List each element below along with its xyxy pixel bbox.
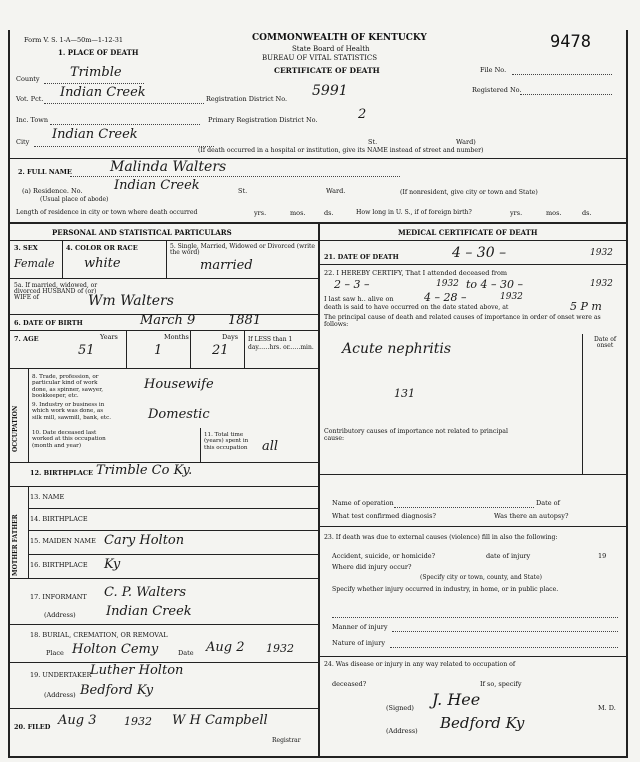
registered-label: Registered No. (472, 86, 522, 94)
place-heading: 1. PLACE OF DEATH (58, 48, 139, 57)
attended-to-year: 1932 (590, 279, 613, 289)
age-months-head: Months (164, 333, 189, 341)
age-years-head: Years (100, 333, 118, 341)
city-ward-label: Ward) (456, 138, 476, 146)
right-border (626, 30, 628, 758)
length-ds: ds. (324, 209, 334, 217)
burial-label: 18. BURIAL, CREMATION, OR REMOVAL (30, 631, 168, 639)
left-rule-k (8, 578, 319, 579)
date-of-death-year: 1932 (590, 248, 613, 258)
color-divider (166, 240, 167, 278)
birthplace-value: Trimble Co Ky. (96, 463, 193, 478)
inc-town-line (50, 124, 200, 125)
filed-year-value: 1932 (124, 715, 152, 728)
physician-address: Bedford Ky (440, 714, 525, 732)
total-time-value: all (262, 439, 279, 454)
occupation-side-label: OCCUPATION (12, 405, 19, 452)
residence-st-label: St. (238, 187, 248, 195)
cause-code: 131 (394, 387, 415, 400)
vot-line (44, 103, 204, 104)
last-worked-label: 10. Date deceased last worked at this occupation (month and year) (32, 430, 106, 449)
sex-value: Female (14, 257, 55, 270)
how-long-label: How long in U. S., if of foreign birth? (356, 209, 472, 216)
address-label: (Address) (386, 727, 418, 735)
date-of-death-value: 4 – 30 – (452, 245, 507, 261)
file-no-label: File No. (480, 66, 507, 74)
birthplace-label: 12. BIRTHPLACE (30, 469, 94, 477)
operation-date-label: Date of (536, 499, 560, 507)
nature-line (390, 647, 618, 648)
nonresident-note: (If nonresident, give city or town and State) (400, 189, 538, 196)
causes-text: The principal cause of death and related causes of importance in order of onset were as follows: (324, 314, 601, 329)
total-time-label: 11. Total time (years) spent in this occupation (204, 432, 249, 451)
length-mos: mos. (290, 209, 306, 217)
total-time-divider (200, 428, 201, 462)
death-time-value: 5 P m (570, 300, 602, 313)
file-no-line (512, 74, 612, 75)
industry-value: Domestic (148, 407, 210, 422)
medical-section-title: MEDICAL CERTIFICATE OF DEATH (398, 228, 538, 237)
left-rule-a (8, 240, 319, 241)
age-div-3 (244, 330, 245, 368)
burial-date-value: Aug 2 (206, 640, 245, 655)
left-rule-d (8, 330, 319, 331)
filed-label: 20. FILED (14, 723, 51, 731)
attended-from-year: 1932 (436, 279, 459, 289)
deceased-label: deceased? (332, 680, 367, 688)
signed-label: (Signed) (386, 704, 414, 712)
length-yrs: yrs. (254, 209, 267, 217)
left-rule-g (8, 486, 319, 487)
vot-pct-label: Vot. Pct. (16, 95, 44, 103)
informant-value: C. P. Walters (104, 585, 187, 600)
last-saw-year: 1932 (500, 292, 523, 302)
operation-label: Name of operation (332, 499, 394, 507)
sex-label: 3. SEX (14, 244, 38, 252)
county-line (44, 83, 144, 84)
undertaker-value: Luther Holton (90, 663, 184, 678)
reg-district-label: Registration District No. (206, 95, 288, 103)
county-value: Trimble (70, 65, 122, 80)
last-saw-label: I last saw h.. alive on (324, 295, 394, 303)
date-injury-label: date of injury (486, 552, 531, 560)
mother-father-side-label: MOTHER FATHER (12, 514, 19, 576)
marital-value: married (200, 258, 253, 273)
age-days-head: Days (222, 333, 239, 341)
residence-label: (a) Residence. No. (22, 187, 83, 195)
color-value: white (84, 256, 121, 271)
rule-1 (8, 158, 628, 159)
column-divider (318, 222, 320, 758)
residence-sub: (Usual place of abode) (40, 196, 109, 203)
residence-value: Indian Creek (114, 178, 200, 193)
how-long-mos: mos. (546, 209, 562, 217)
date-injury-year: 19 (598, 552, 607, 560)
form-code: Form V. S. 1-A—50m—1-12-31 (24, 36, 123, 44)
onset-head: Date of onset (593, 336, 617, 349)
primary-reg-label: Primary Registration District No. (208, 116, 318, 124)
certificate-title: CERTIFICATE OF DEATH (274, 66, 380, 75)
city-value: Indian Creek (52, 127, 138, 142)
occupation-side-divider (28, 368, 29, 462)
physician-signature: J. Hee (432, 690, 481, 709)
date-of-death-label: 21. DATE OF DEATH (324, 253, 399, 261)
hospital-note: (If death occurred in a hospital or institution, give its NAME instead of street and number) (198, 147, 484, 154)
age-months-value: 1 (154, 343, 163, 358)
contributory-label: Contributory causes of importance not related to principal cause: (324, 428, 508, 443)
informant-address-label: (Address) (44, 611, 76, 619)
manner-line (392, 631, 618, 632)
manner-label: Manner of injury (332, 623, 388, 631)
cause-of-death: Acute nephritis (342, 341, 452, 357)
mother-name-label: 15. MAIDEN NAME (30, 537, 96, 545)
county-label: County (16, 75, 40, 83)
age-label: 7. AGE (14, 335, 39, 343)
marital-label: 5. Single, Married, Widowed or Divorced (write the word) (170, 243, 315, 256)
mother-birthplace-value: Ky (104, 557, 121, 572)
operation-line (394, 507, 534, 508)
sex-divider (62, 240, 63, 278)
city-st-label: St. (368, 138, 378, 146)
registered-line (520, 94, 612, 95)
registrar-label: Registrar (272, 737, 301, 744)
diagnosis-label: What test confirmed diagnosis? (332, 512, 436, 520)
dob-month-day: March 9 (140, 313, 196, 328)
length-residence-label: Length of residence in city or town where death occurred (16, 209, 198, 216)
mother-birthplace-label: 16. BIRTHPLACE (30, 561, 88, 569)
undertaker-label: 19. UNDERTAKER (30, 671, 92, 679)
undertaker-address-value: Bedford Ky (80, 683, 154, 698)
left-border (8, 30, 10, 758)
where-note: (Specify city or town, county, and State) (420, 574, 542, 581)
right-rule-b (319, 264, 628, 265)
left-rule-i (28, 530, 319, 531)
accident-label: Accident, suicide, or homicide? (332, 552, 436, 560)
burial-place-label: Place (46, 649, 64, 657)
trade-label: 8. Trade, profession, or particular kind of work done, as spinner, sawyer, bookkeeper, etc. (32, 374, 104, 400)
trade-value: Housewife (144, 377, 214, 392)
parents-side-divider (28, 486, 29, 578)
nature-label: Nature of injury (332, 639, 386, 647)
file-number-stamp: 9478 (550, 32, 591, 52)
where-label: Where did injury occur? (332, 563, 412, 571)
left-rule-l (8, 624, 319, 625)
md-label: M. D. (598, 704, 616, 712)
father-name-label: 13. NAME (30, 493, 65, 501)
father-birthplace-label: 14. BIRTHPLACE (30, 515, 88, 523)
informant-label: 17. INFORMANT (30, 593, 87, 601)
full-name-value: Malinda Walters (110, 159, 227, 175)
residence-ward-label: Ward. (326, 187, 346, 195)
dob-label: 6. DATE OF BIRTH (14, 319, 83, 327)
personal-section-title: PERSONAL AND STATISTICAL PARTICULARS (52, 228, 232, 237)
specify-line (332, 617, 618, 618)
vot-pct-value: Indian Creek (60, 85, 146, 100)
age-years-value: 51 (78, 343, 95, 358)
how-long-yrs: yrs. (510, 209, 523, 217)
inc-town-label: Inc. Town (16, 116, 49, 124)
primary-reg-value: 2 (358, 107, 367, 122)
city-label: City (16, 138, 30, 146)
filed-date-value: Aug 3 (58, 713, 97, 728)
full-name-label: 2. FULL NAME (18, 168, 72, 176)
registrar-signature: W H Campbell (172, 713, 268, 728)
age-days-value: 21 (212, 343, 229, 358)
specify-label: Specify whether injury occurred in industry, in home, or in public place. (332, 586, 559, 593)
death-said-label: death is said to have occurred on the date stated above, at (324, 304, 509, 311)
left-rule-b (8, 278, 319, 279)
right-rule-c (319, 474, 628, 475)
mother-name-value: Cary Holton (104, 533, 185, 548)
violence-label: 23. If death was due to external causes (violence) fill in also the following: (324, 534, 558, 541)
left-rule-e (8, 368, 319, 369)
last-saw-value: 4 – 28 – (424, 291, 467, 304)
spouse-value: Wm Walters (88, 293, 174, 309)
color-label: 4. COLOR OR RACE (66, 244, 138, 252)
bureau-name: BUREAU OF VITAL STATISTICS (262, 54, 378, 62)
dob-year: 1881 (228, 313, 262, 328)
reg-district-value: 5991 (312, 83, 348, 99)
how-long-ds: ds. (582, 209, 592, 217)
age-div-1 (126, 330, 127, 368)
left-rule-j (28, 554, 319, 555)
onset-divider (582, 334, 583, 474)
age-div-2 (190, 330, 191, 368)
industry-label: 9. Industry or business in which work was done, as silk mill, sawmill, bank, etc. (32, 402, 111, 421)
left-rule-n (8, 708, 319, 709)
less-than-day: If LESS than 1 day......hrs. or......min. (248, 336, 314, 351)
name-line (70, 176, 400, 177)
disease-label: 24. Was disease or injury in any way related to occupation of (324, 661, 516, 668)
burial-year-value: 1932 (266, 642, 294, 655)
left-rule-h (28, 508, 319, 509)
right-rule-d (319, 526, 628, 527)
burial-place-value: Holton Cemy (72, 642, 159, 657)
right-rule-a (319, 240, 628, 241)
undertaker-address-label: (Address) (44, 691, 76, 699)
board-name: State Board of Health (292, 45, 370, 53)
specify2-label: If so, specify (480, 680, 522, 688)
spouse-label: 5a. If married, widowed, or divorced HUSBAND of (or) WIFE of (14, 282, 98, 301)
city-line (34, 146, 214, 147)
right-rule-e (319, 656, 628, 657)
state-title: COMMONWEALTH OF KENTUCKY (252, 33, 427, 43)
informant-address-value: Indian Creek (106, 604, 192, 619)
autopsy-label: Was there an autopsy? (494, 512, 569, 520)
certify-label: 22. I HEREBY CERTIFY, That I attended deceased from (324, 269, 508, 277)
burial-date-label: Date (178, 649, 194, 657)
attended-to: to 4 – 30 – (466, 278, 524, 291)
attended-from: 2 – 3 – (334, 278, 370, 291)
